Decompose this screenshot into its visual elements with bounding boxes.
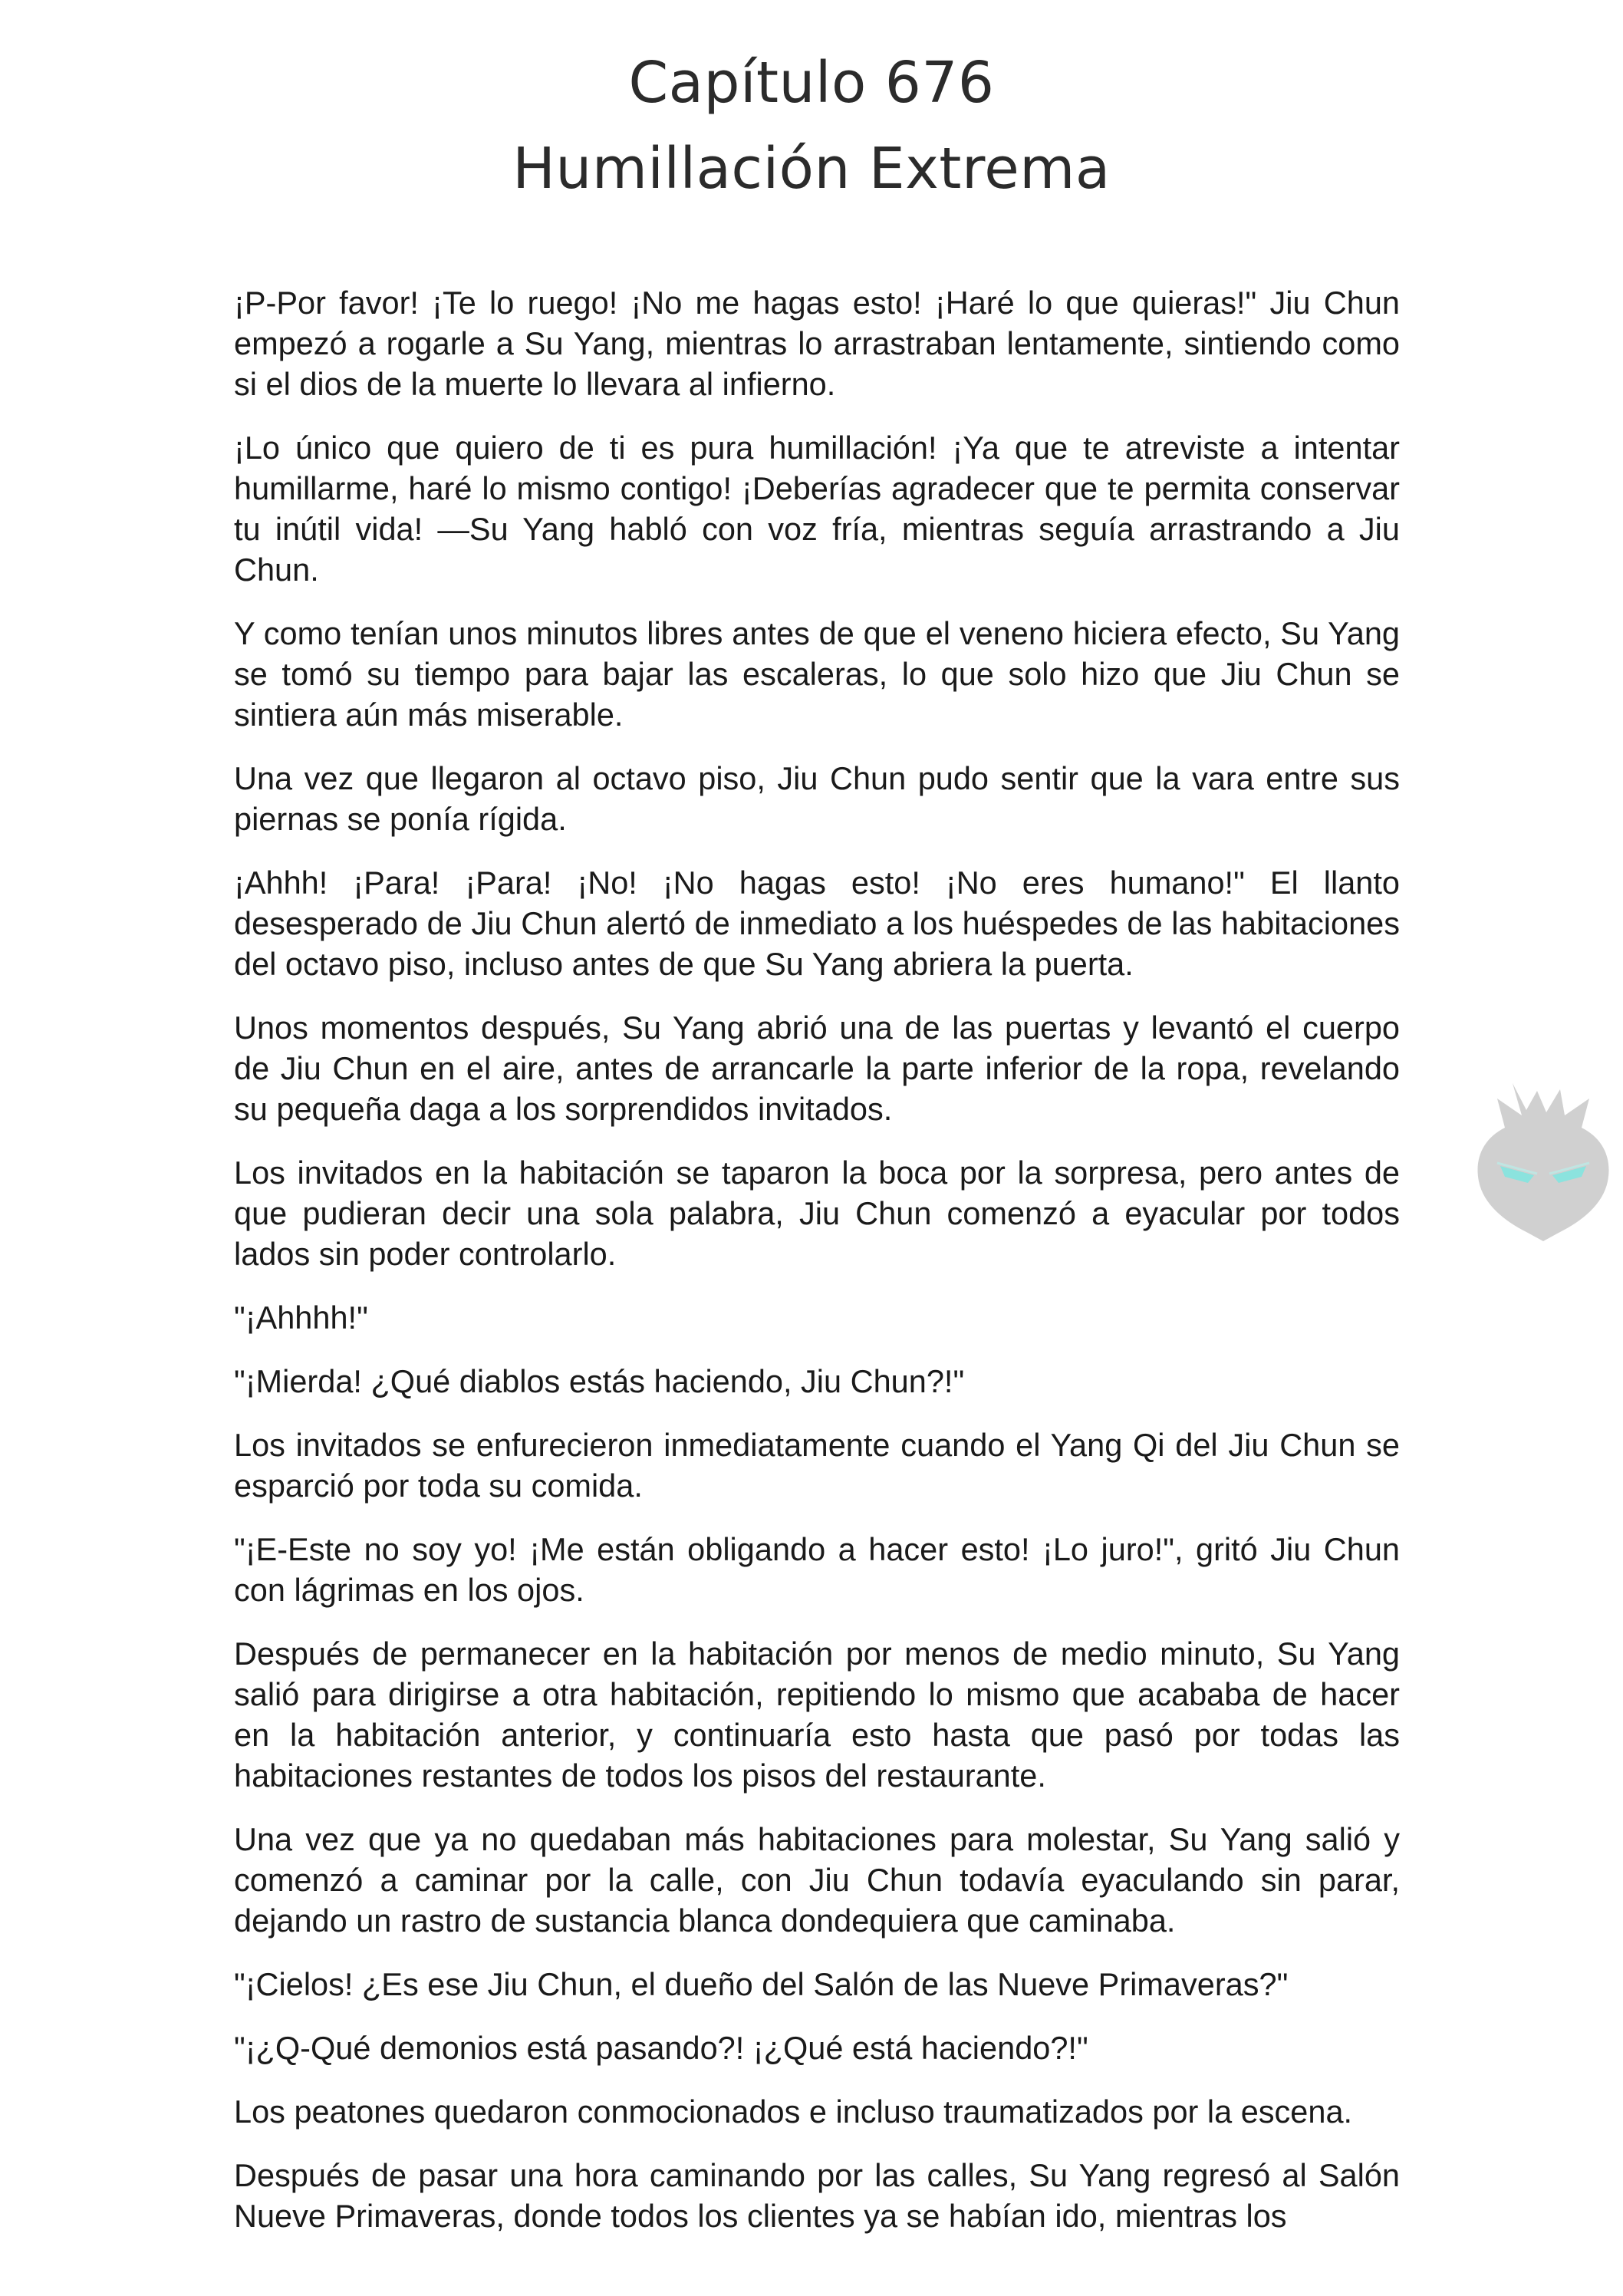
paragraph: "¡E-Este no soy yo! ¡Me están obligando a hacer esto! ¡Lo juro!", gritó Jiu Chun con lágrimas en los ojos. bbox=[234, 1531, 1400, 1608]
paragraph: ¡Lo único que quiero de ti es pura humillación! ¡Ya que te atreviste a intentar humillarme, haré lo mismo contigo! ¡Deberías agradecer que te permita conservar tu inútil vida! —Su Yang habló con voz fría, mientras seguía arrastrando a Jiu Chun. bbox=[234, 430, 1400, 588]
paragraph: "¡Ahhhh!" bbox=[234, 1300, 368, 1336]
paragraph: Unos momentos después, Su Yang abrió una de las puertas y levantó el cuerpo de Jiu Chun en el aire, antes de arrancarle la parte inferior de la ropa, revelando su pequeña daga a los sorprendidos invitados. bbox=[234, 1010, 1400, 1127]
chapter-title: Humillación Extrema bbox=[512, 136, 1111, 202]
paragraph: Una vez que ya no quedaban más habitaciones para molestar, Su Yang salió y comenzó a caminar por la calle, con Jiu Chun todavía eyaculando sin parar, dejando un rastro de sustancia blanca dondequiera que caminaba. bbox=[234, 1821, 1400, 1939]
chapter-number: Capítulo 676 bbox=[628, 50, 995, 116]
paragraph: Y como tenían unos minutos libres antes de que el veneno hiciera efecto, Su Yang se tomó su tiempo para bajar las escaleras, lo que solo hizo que Jiu Chun se sintiera aún más miserable. bbox=[234, 615, 1400, 733]
paragraph: "¡Cielos! ¿Es ese Jiu Chun, el dueño del Salón de las Nueve Primaveras?" bbox=[234, 1966, 1289, 2002]
paragraph: "¡¿Q-Qué demonios está pasando?! ¡¿Qué está haciendo?!" bbox=[234, 2030, 1088, 2066]
paragraph: ¡Ahhh! ¡Para! ¡Para! ¡No! ¡No hagas esto! ¡No eres humano!" El llanto desesperado de Jiu Chun alertó de inmediato a los huéspedes de las habitaciones del octavo piso, incluso antes de que Su Yang abriera la puerta. bbox=[234, 865, 1400, 982]
paragraph: Después de pasar una hora caminando por las calles, Su Yang regresó al Salón Nueve Primaveras, donde todos los clientes ya se habían ido, mientras los bbox=[234, 2157, 1400, 2234]
paragraph: "¡Mierda! ¿Qué diablos estás haciendo, Jiu Chun?!" bbox=[234, 1363, 965, 1399]
chapter-header bbox=[0, 40, 1623, 212]
chapter-body bbox=[234, 282, 1400, 2259]
paragraph: Después de permanecer en la habitación por menos de medio minuto, Su Yang salió para dirigirse a otra habitación, repitiendo lo mismo que acababa de hacer en la habitación anterior, y continuaría esto hasta que pasó por todas las habitaciones restantes de todos los pisos del restaurante. bbox=[234, 1636, 1400, 1794]
paragraph: Una vez que llegaron al octavo piso, Jiu Chun pudo sentir que la vara entre sus piernas se ponía rígida. bbox=[234, 760, 1400, 837]
paragraph: Los invitados se enfurecieron inmediatamente cuando el Yang Qi del Jiu Chun se esparció por toda su comida. bbox=[234, 1427, 1400, 1504]
paragraph: ¡P-Por favor! ¡Te lo ruego! ¡No me hagas esto! ¡Haré lo que quieras!" Jiu Chun empezó a rogarle a Su Yang, mientras lo arrastraban lentamente, sintiendo como si el dios de la muerte lo llevara al infierno. bbox=[234, 285, 1400, 402]
paragraph: Los invitados en la habitación se taparon la boca por la sorpresa, pero antes de que pudieran decir una sola palabra, Jiu Chun comenzó a eyacular por todos lados sin poder controlarlo. bbox=[234, 1155, 1400, 1272]
demon-head-icon bbox=[1467, 1068, 1620, 1244]
paragraph: Los peatones quedaron conmocionados e incluso traumatizados por la escena. bbox=[234, 2093, 1353, 2130]
